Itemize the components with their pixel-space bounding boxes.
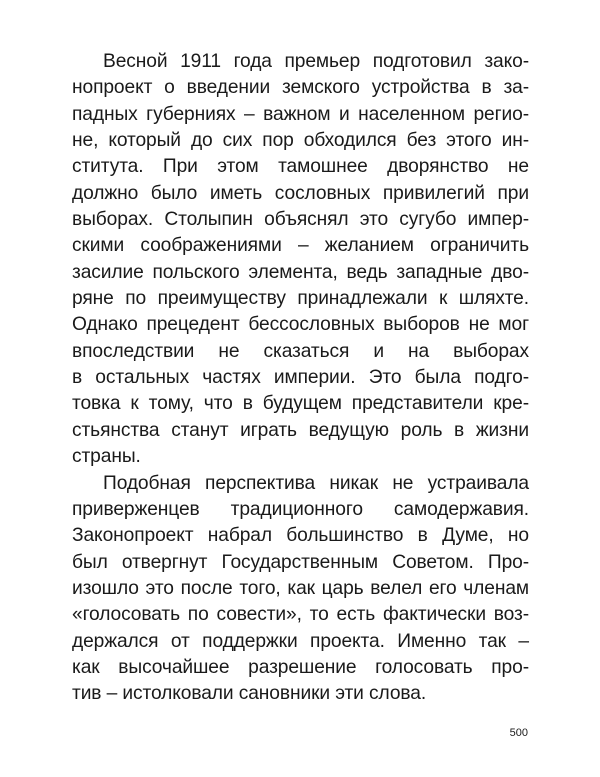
paragraph-2-line-9: тив – истолковали сановники эти слова.	[72, 683, 427, 705]
page-number: 500	[509, 727, 528, 739]
paragraph-1-line-14: товка к тому, что в будущем представители кре-	[72, 393, 529, 415]
paragraph-2-line-1: Подобная перспектива никак не устраивала	[103, 472, 529, 494]
paragraph-1-line-11: Однако прецедент бессословных выборов не мог	[72, 314, 529, 336]
paragraph-2-line-8: как высочайшее разрешение голосовать про-	[72, 656, 529, 678]
paragraph-1-line-8: скими соображениями – желанием ограничить	[72, 235, 529, 257]
paragraph-1-line-13: в остальных частях империи. Это была подго-	[72, 367, 529, 389]
paragraph-1-line-4: не, который до сих пор обходился без этого ин-	[72, 130, 529, 152]
paragraph-1-line-10: ряне по преимуществу принадлежали к шляхте.	[72, 288, 529, 310]
paragraph-2-line-2: приверженцев традиционного самодержавия.	[72, 498, 529, 520]
paragraph-1-line-9: засилие польского элемента, ведь западные дво-	[72, 261, 529, 283]
body-text	[72, 49, 529, 708]
paragraph-1-line-7: выборах. Столыпин объяснял это сугубо импер-	[72, 209, 529, 231]
paragraph-1-line-5: ститута. При этом тамошнее дворянство не	[72, 156, 529, 178]
paragraph-2-line-4: был отвергнут Государственным Советом. Про-	[72, 551, 529, 573]
paragraph-1-line-1: Весной 1911 года премьер подготовил зако-	[103, 51, 529, 72]
paragraph-2-line-3: Законопроект набрал большинство в Думе, но	[72, 525, 529, 547]
paragraph-2-line-7: держался от поддержки проекта. Именно так –	[72, 630, 529, 652]
paragraph-1-line-16: страны.	[72, 446, 141, 468]
paragraph-2-line-6: «голосовать по совести», то есть фактически воз-	[72, 604, 529, 626]
paragraph-1-line-3: падных губерниях – важном и населенном регио-	[72, 103, 529, 125]
paragraph-1-line-15: стьянства станут играть ведущую роль в жизни	[72, 419, 529, 441]
paragraph-1-line-12: впоследствии не сказаться и на выборах	[72, 340, 529, 362]
paragraph-1-line-2: нопроект о введении земского устройства в за-	[72, 77, 529, 99]
paragraph-2-line-5: изошло это после того, как царь велел его членам	[72, 577, 529, 599]
paragraph-1-line-6: должно было иметь сословных привилегий при	[72, 182, 529, 204]
